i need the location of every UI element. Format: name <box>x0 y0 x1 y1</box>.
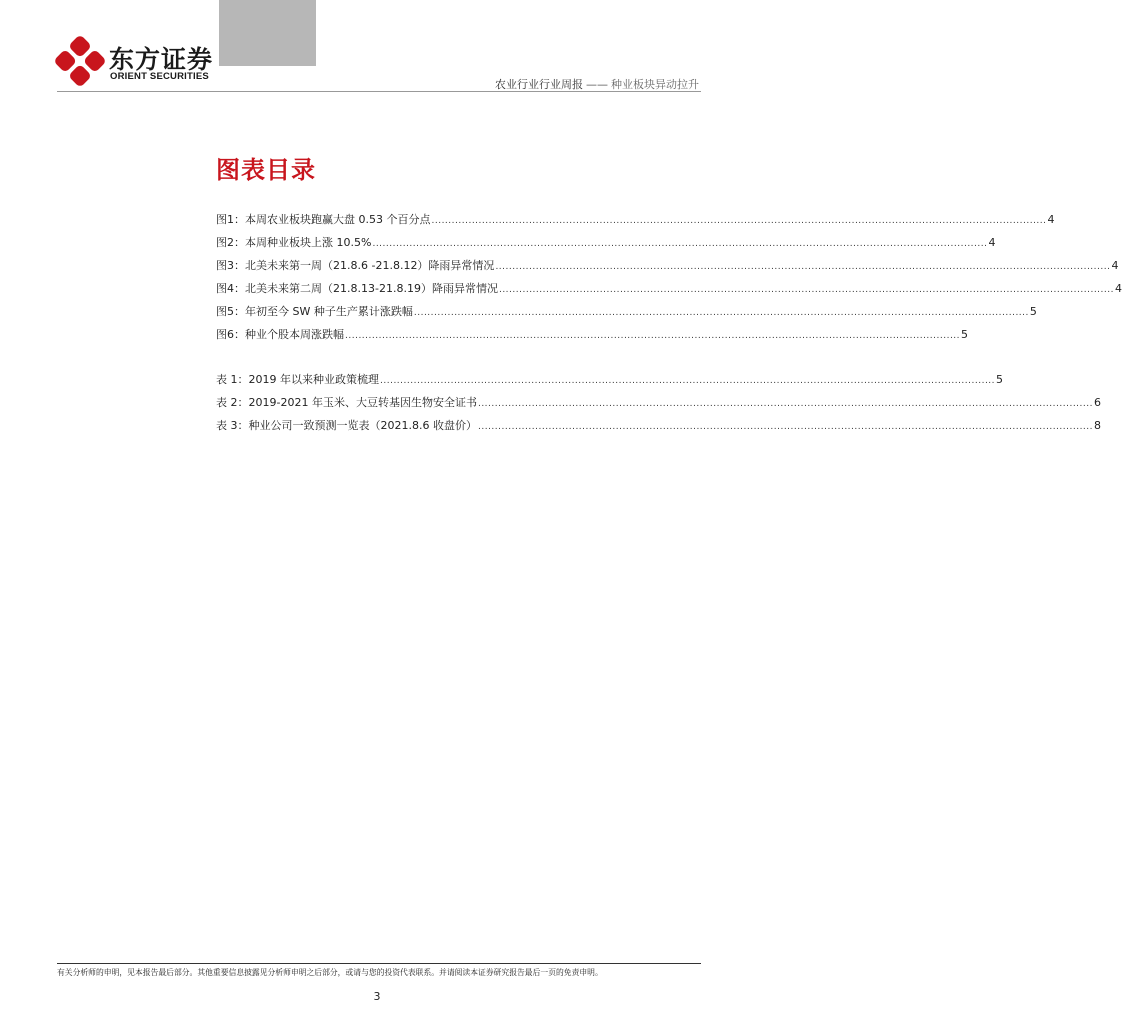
toc-leader-dots: ....................................................................................................................................................................................... <box>477 399 1093 409</box>
report-header <box>495 76 699 92</box>
brand-name-en: ORIENT SECURITIES <box>110 71 209 82</box>
toc-entry[interactable] <box>216 211 1055 234</box>
page-number: 3 <box>373 990 381 1003</box>
toc-entry[interactable] <box>216 371 1004 394</box>
brand-logo <box>57 38 217 88</box>
toc-entry-page: 4 <box>1111 259 1119 272</box>
brand-name-cn: 东方证券 <box>109 45 214 74</box>
toc-entry[interactable] <box>216 280 1122 303</box>
figure-list <box>216 211 1122 349</box>
report-type: 农业行业行业周报 <box>495 78 583 91</box>
table-list <box>216 371 1102 440</box>
toc-leader-dots: ....................................................................................................................................................................................... <box>498 285 1114 295</box>
toc-title: 图表目录 <box>216 156 316 184</box>
toc-entry-page: 5 <box>1029 305 1037 318</box>
toc-entry-label: 图2：本周种业板块上涨 10.5% <box>216 236 372 249</box>
header-separator: —— <box>586 78 608 91</box>
toc-leader-dots: ....................................................................................................................................................................................... <box>413 308 1029 318</box>
toc-leader-dots: ....................................................................................................................................................................................... <box>431 216 1047 226</box>
toc-entry-label: 表 3：种业公司一致预测一览表（2021.8.6 收盘价） <box>216 419 477 432</box>
toc-entry-label: 图4：北美未来第二周（21.8.13-21.8.19）降雨异常情况 <box>216 282 498 295</box>
orient-logo-icon <box>57 38 103 84</box>
toc-entry-label: 表 1：2019 年以来种业政策梳理 <box>216 373 379 386</box>
footer-disclaimer: 有关分析师的申明，见本报告最后部分。其他重要信息披露见分析师申明之后部分，或请与您的投资代表联系。并请阅读本证券研究报告最后一页的免责申明。 <box>57 968 603 977</box>
toc-entry-page: 8 <box>1094 419 1102 432</box>
toc-entry-page: 6 <box>1094 396 1101 409</box>
toc-entry-label: 图5：年初至今 SW 种子生产累计涨跌幅 <box>216 305 413 318</box>
toc-leader-dots: ....................................................................................................................................................................................... <box>372 239 988 249</box>
toc-entry[interactable] <box>216 326 969 349</box>
toc-entry-label: 图3：北美未来第一周（21.8.6 -21.8.12）降雨异常情况 <box>216 259 495 272</box>
toc-entry-label: 图1：本周农业板块跑赢大盘 0.53 个百分点 <box>216 213 431 226</box>
toc-entry[interactable] <box>216 234 996 257</box>
toc-entry-label: 表 2：2019-2021 年玉米、大豆转基因生物安全证书 <box>216 396 477 409</box>
toc-entry-label: 图6：种业个股本周涨跌幅 <box>216 328 344 341</box>
toc-leader-dots: ....................................................................................................................................................................................... <box>345 331 961 341</box>
toc-entry[interactable] <box>216 417 1102 440</box>
toc-entry-page: 4 <box>1115 282 1122 295</box>
toc-entry-page: 4 <box>988 236 996 249</box>
toc-leader-dots: ....................................................................................................................................................................................... <box>380 376 996 386</box>
report-subtitle: 种业板块异动拉升 <box>611 78 699 91</box>
toc-entry-page: 4 <box>1047 213 1055 226</box>
header-divider <box>57 91 701 92</box>
toc-entry[interactable] <box>216 303 1037 326</box>
toc-entry[interactable] <box>216 257 1119 280</box>
toc-leader-dots: ....................................................................................................................................................................................... <box>495 262 1111 272</box>
toc-entry[interactable] <box>216 394 1101 417</box>
toc-leader-dots: ....................................................................................................................................................................................... <box>477 422 1094 432</box>
footer-divider <box>57 963 701 964</box>
header-gray-tab <box>219 0 316 66</box>
toc-entry-page: 5 <box>961 328 969 341</box>
toc-entry-page: 5 <box>996 373 1004 386</box>
